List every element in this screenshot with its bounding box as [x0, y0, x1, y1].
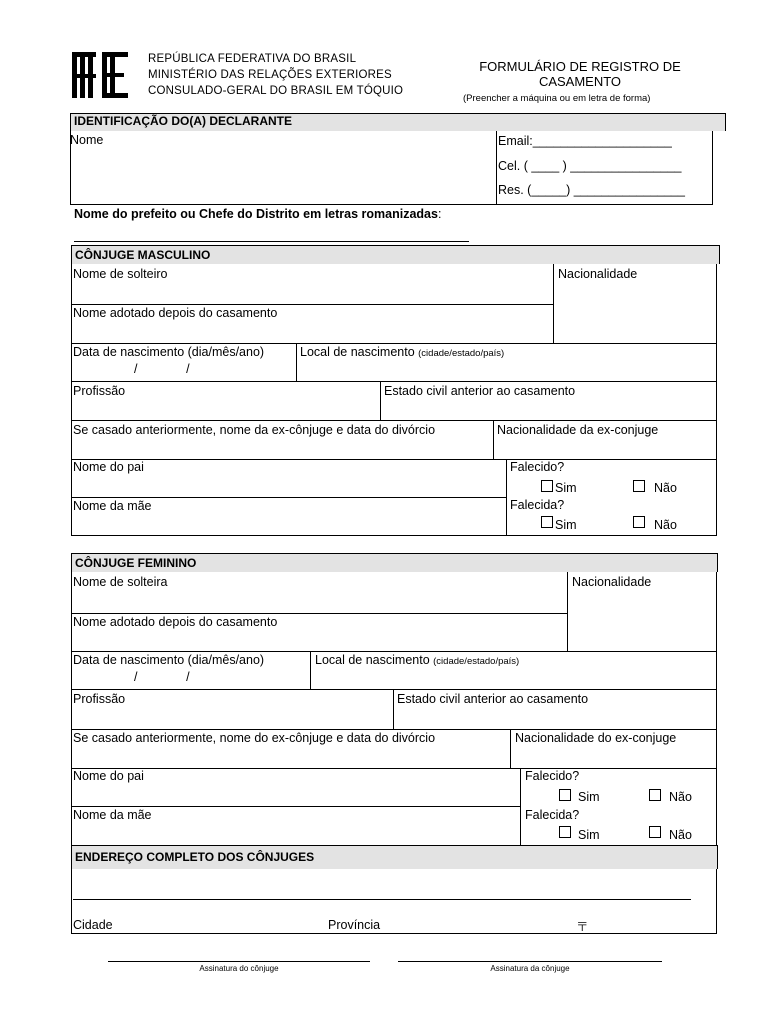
- male-father-deceased-label: Falecido?: [510, 460, 565, 474]
- form-title-line-1: FORMULÁRIO DE REGISTRO DE: [479, 59, 681, 74]
- address-city-field[interactable]: Cidade: [73, 918, 113, 932]
- female-ex-nationality-field[interactable]: Nacionalidade do ex-conjuge: [515, 731, 677, 745]
- female-mother-yes-label: Sim: [578, 828, 600, 842]
- male-section-header: CÔNJUGE MASCULINO: [71, 245, 720, 264]
- header-institution: [148, 51, 403, 99]
- male-father-yes-label: Sim: [555, 481, 577, 495]
- declarant-section-header: IDENTIFICAÇÃO DO(A) DECLARANTE: [70, 113, 726, 131]
- female-maiden-name-field[interactable]: Nome de solteira: [73, 575, 168, 589]
- female-adopted-name-field[interactable]: Nome adotado depois do casamento: [73, 615, 278, 629]
- female-birth-date-slashes: / /: [134, 670, 190, 684]
- male-ex-spouse-field[interactable]: Se casado anteriormente, nome da ex-cônjuge e data do divórcio: [73, 423, 436, 437]
- female-birth-date-field[interactable]: Data de nascimento (dia/mês/ano): [73, 653, 265, 667]
- husband-signature-label: Assinatura do cônjuge: [199, 964, 279, 973]
- address-box: [71, 869, 717, 934]
- mayor-name-line[interactable]: [74, 241, 469, 242]
- female-father-deceased-no-checkbox[interactable]: [649, 789, 661, 801]
- male-nationality-field[interactable]: Nacionalidade: [558, 267, 638, 281]
- female-father-field[interactable]: Nome do pai: [73, 769, 144, 783]
- male-mother-deceased-no-checkbox[interactable]: [633, 516, 645, 528]
- female-father-deceased-label: Falecido?: [525, 769, 580, 783]
- female-ex-spouse-field[interactable]: Se casado anteriormente, nome do ex-cônjuge e data do divórcio: [73, 731, 436, 745]
- header-line-1: REPÚBLICA FEDERATIVA DO BRASIL: [148, 53, 357, 65]
- male-father-field[interactable]: Nome do pai: [73, 460, 144, 474]
- male-birth-date-field[interactable]: Data de nascimento (dia/mês/ano): [73, 345, 265, 359]
- cel-phone-field[interactable]: Cel. ( ____ ) ________________: [498, 159, 682, 173]
- form-subtitle: (Preencher a máquina ou em letra de forma): [463, 93, 651, 104]
- declarant-name-field[interactable]: Nome: [70, 133, 104, 147]
- female-section-header: CÔNJUGE FEMININO: [71, 553, 718, 572]
- male-mother-no-label: Não: [654, 518, 677, 532]
- address-line[interactable]: [73, 899, 691, 900]
- address-section-header: ENDEREÇO COMPLETO DOS CÔNJUGES: [71, 845, 718, 869]
- husband-signature-line[interactable]: [108, 961, 370, 973]
- male-father-no-label: Não: [654, 481, 677, 495]
- male-civil-status-field[interactable]: Estado civil anterior ao casamento: [384, 384, 576, 398]
- male-mother-deceased-label: Falecida?: [510, 498, 565, 512]
- wife-signature-line[interactable]: [398, 961, 662, 973]
- male-profession-field[interactable]: Profissão: [73, 384, 126, 398]
- female-mother-deceased-yes-checkbox[interactable]: [559, 826, 571, 838]
- female-mother-deceased-no-checkbox[interactable]: [649, 826, 661, 838]
- male-adopted-name-field[interactable]: Nome adotado depois do casamento: [73, 306, 278, 320]
- header-line-2: MINISTÉRIO DAS RELAÇÕES EXTERIORES: [148, 69, 392, 81]
- male-ex-nationality-field[interactable]: Nacionalidade da ex-conjuge: [497, 423, 659, 437]
- male-mother-field[interactable]: Nome da mãe: [73, 499, 152, 513]
- female-father-deceased-yes-checkbox[interactable]: [559, 789, 571, 801]
- female-mother-deceased-label: Falecida?: [525, 808, 580, 822]
- postal-mark-icon: 〒: [576, 920, 589, 934]
- female-profession-field[interactable]: Profissão: [73, 692, 126, 706]
- male-birth-place-field[interactable]: Local de nascimento (cidade/estado/país): [300, 345, 505, 359]
- female-civil-status-field[interactable]: Estado civil anterior ao casamento: [397, 692, 589, 706]
- female-mother-field[interactable]: Nome da mãe: [73, 808, 152, 822]
- female-father-no-label: Não: [669, 790, 692, 804]
- male-mother-deceased-yes-checkbox[interactable]: [541, 516, 553, 528]
- female-mother-no-label: Não: [669, 828, 692, 842]
- form-title-line-2: CASAMENTO: [538, 74, 622, 89]
- male-mother-yes-label: Sim: [555, 518, 577, 532]
- consulate-logo: [70, 48, 130, 100]
- female-father-yes-label: Sim: [578, 790, 600, 804]
- female-nationality-field[interactable]: Nacionalidade: [572, 575, 652, 589]
- female-birth-place-field[interactable]: Local de nascimento (cidade/estado/país): [315, 653, 520, 667]
- res-phone-field[interactable]: Res. (_____) ________________: [498, 183, 685, 197]
- male-father-deceased-no-checkbox[interactable]: [633, 480, 645, 492]
- male-father-deceased-yes-checkbox[interactable]: [541, 480, 553, 492]
- wife-signature-label: Assinatura da cônjuge: [490, 964, 570, 973]
- male-maiden-name-field[interactable]: Nome de solteiro: [73, 267, 168, 281]
- header-line-3: CONSULADO-GERAL DO BRASIL EM TÓQUIO: [148, 85, 404, 97]
- male-birth-date-slashes: / /: [134, 362, 190, 376]
- address-province-field[interactable]: Província: [328, 918, 381, 932]
- email-field[interactable]: Email:____________________: [498, 134, 672, 148]
- mayor-name-label: Nome do prefeito ou Chefe do Distrito em letras romanizadas:: [74, 207, 442, 221]
- form-title: [462, 59, 698, 89]
